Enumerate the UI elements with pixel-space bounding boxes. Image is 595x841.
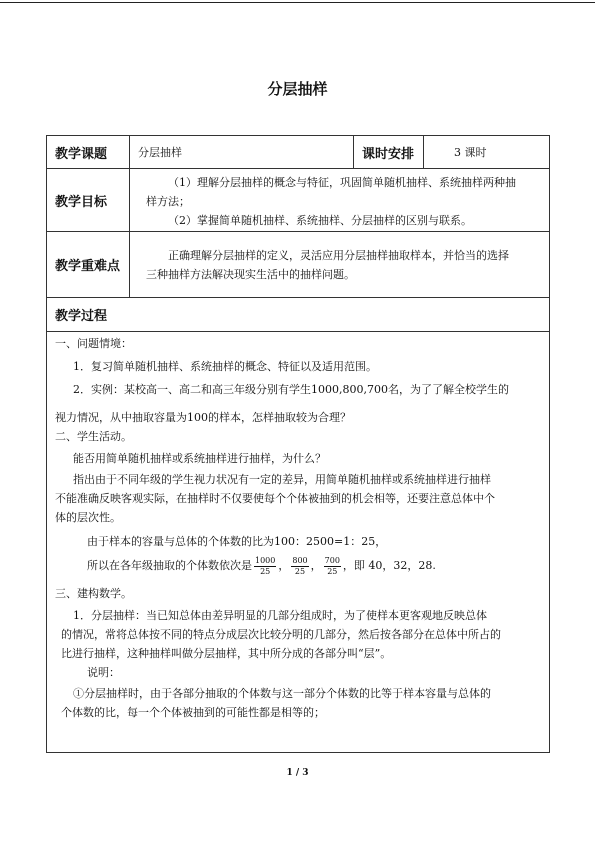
fraction-1 bbox=[254, 556, 276, 577]
fraction-2 bbox=[291, 556, 308, 577]
s2-question: 能否用简单随机抽样或系统抽样进行抽样，为什么？ bbox=[73, 452, 326, 465]
s3-note-1-line-1: ①分层抽样时，由于各部分抽取的个体数与这一部分个体数的比等于样本容量与总体的 bbox=[73, 687, 491, 700]
goals-row bbox=[47, 169, 550, 232]
section-1-title: 一、问题情境： bbox=[55, 337, 132, 350]
s2-answer-line-1: 指出由于不同年级的学生视力状况有一定的差异，用简单随机抽样或系统抽样进行抽样 bbox=[73, 473, 491, 486]
lesson-plan-table bbox=[46, 135, 550, 753]
s1-item-1: 1．复习简单随机抽样、系统抽样的概念、特征以及适用范围。 bbox=[73, 360, 377, 373]
s3-definition-line-1: 1．分层抽样：当已知总体由差异明显的几部分组成时，为了使样本更客观地反映总体 bbox=[73, 609, 487, 622]
s1-item-2-line-1: 2．实例：某校高一、高二和高三年级分别有学生1000,800,700名，为了了解全校学生的 bbox=[73, 383, 509, 396]
section-3-title: 三、建构数学。 bbox=[55, 587, 132, 600]
key-points-label: 教学重难点 bbox=[47, 232, 130, 298]
s3-definition-line-2: 的情况，常将总体按不同的特点分成层次比较分明的几部分，然后按各部分在总体中所占的 bbox=[61, 628, 501, 641]
course-value: 分层抽样 bbox=[130, 136, 354, 169]
s2-calc-line bbox=[55, 553, 541, 579]
top-rule bbox=[0, 2, 595, 3]
s2-answer-line-3: 体的层次性。 bbox=[55, 511, 121, 524]
separator-2: ， bbox=[310, 559, 322, 572]
fraction-1-numerator: 1000 bbox=[255, 555, 276, 565]
process-content bbox=[47, 332, 550, 753]
key-points-line-1: 正确理解分层抽样的定义，灵活应用分层抽样抽取样本，并恰当的选择 bbox=[168, 248, 509, 262]
goals-line-2: 样方法； bbox=[146, 195, 190, 208]
process-header-row bbox=[47, 298, 550, 332]
s2-ratio-line: 由于样本的容量与总体的个体数的比为100：2500=1：25， bbox=[87, 535, 387, 548]
s3-definition-line-3: 比进行抽样，这种抽样叫做分层抽样，其中所分成的各部分叫“层”。 bbox=[61, 647, 392, 660]
s1-item-2-line-2: 视力情况，从中抽取容量为100的样本，怎样抽取较为合理？ bbox=[55, 411, 351, 424]
s2-answer-line-2: 不能准确反映客观实际，在抽样时不仅要使每个个体被抽到的机会相等，还要注意总体中个 bbox=[55, 492, 495, 505]
fraction-3-denominator: 25 bbox=[327, 566, 338, 576]
fraction-3-numerator: 700 bbox=[324, 555, 340, 565]
course-label: 教学课题 bbox=[47, 136, 130, 169]
page-title: 分层抽样 bbox=[267, 80, 328, 98]
fraction-2-numerator: 800 bbox=[292, 555, 308, 565]
s3-note-label: 说明： bbox=[87, 666, 120, 679]
goals-label: 教学目标 bbox=[47, 169, 130, 232]
schedule-label: 课时安排 bbox=[354, 136, 424, 169]
key-points-content bbox=[130, 232, 550, 298]
schedule-value: 3 课时 bbox=[424, 136, 550, 169]
fraction-1-denominator: 25 bbox=[260, 566, 271, 576]
process-label: 教学过程 bbox=[47, 298, 550, 332]
goals-content bbox=[130, 169, 550, 232]
fraction-3 bbox=[324, 556, 341, 577]
key-points-line-2: 三种抽样方法解决现实生活中的抽样问题。 bbox=[146, 267, 355, 281]
s2-calc-prefix: 所以在各年级抽取的个体数依次是 bbox=[87, 559, 252, 572]
course-row bbox=[47, 136, 550, 169]
goals-line-1: （1）理解分层抽样的概念与特征，巩固简单随机抽样、系统抽样两种抽 bbox=[168, 176, 516, 189]
page-number: 1 / 3 bbox=[286, 768, 309, 778]
s3-note-1-line-2: 个体数的比，每一个个体被抽到的可能性都是相等的； bbox=[61, 706, 325, 719]
separator-1: ， bbox=[278, 559, 290, 572]
fraction-2-denominator: 25 bbox=[294, 566, 306, 576]
s2-calc-suffix: ，即 40，32，28. bbox=[342, 559, 436, 572]
goals-line-3: （2）掌握简单随机抽样、系统抽样、分层抽样的区别与联系。 bbox=[168, 214, 472, 227]
section-2-title: 二、学生活动。 bbox=[55, 430, 132, 443]
process-body-row bbox=[47, 332, 550, 753]
key-points-row bbox=[47, 232, 550, 298]
